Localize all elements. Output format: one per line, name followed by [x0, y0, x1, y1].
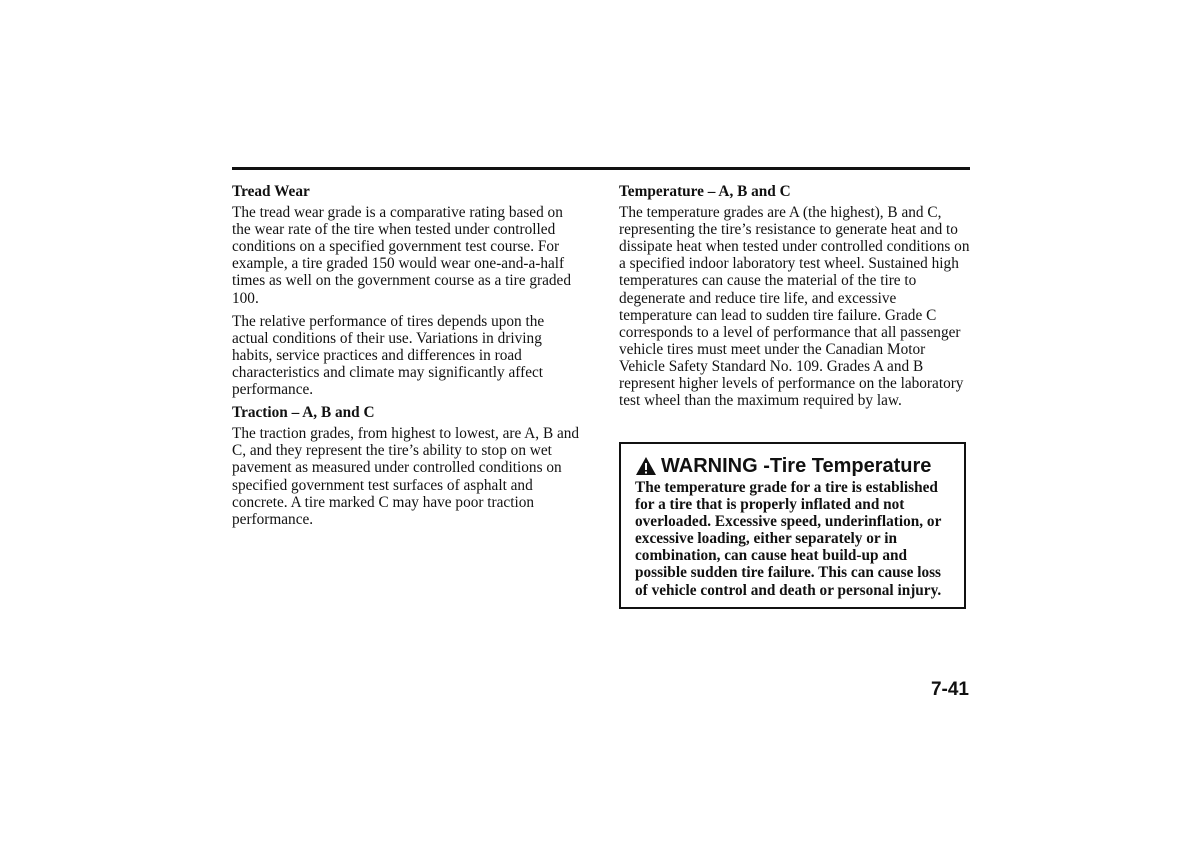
warning-box: [619, 442, 966, 609]
temperature-heading: Temperature – A, B and C: [619, 183, 791, 200]
tread-wear-paragraph-2: The relative performance of tires depends upon the actual conditions of their use. Variations in driving habits, service practices and differences in road characteristics and climate may significantly affect performance.: [232, 312, 545, 399]
warning-title-row: [635, 455, 954, 477]
warning-triangle-icon: [635, 456, 657, 476]
left-column: [232, 183, 584, 534]
warning-text: The temperature grade for a tire is established for a tire that is properly inflated and not overloaded. Excessive speed, underinflation, or excessive loading, either separately or in combination, can cause heat build-up and possible sudden tire failure. This can cause loss of vehicle control and death or personal injury.: [635, 479, 942, 599]
top-rule-divider: [232, 167, 970, 170]
tread-wear-heading: Tread Wear: [232, 183, 310, 200]
traction-heading: Traction – A, B and C: [232, 404, 375, 422]
warning-title: WARNING -Tire Temperature: [661, 455, 932, 477]
page-number: 7-41: [930, 679, 969, 700]
right-column: [619, 183, 971, 415]
tread-wear-paragraph-1: The tread wear grade is a comparative rating based on the wear rate of the tire when tested under controlled conditions on a specified government test course. For example, a tire graded 150 would wear one-and-a-half times as well on the government course as a tire graded 100.: [232, 204, 571, 307]
temperature-paragraph: The temperature grades are A (the highest), B and C, representing the tire’s resistance to generate heat and to dissipate heat when tested under controlled conditions on a specified indoor laboratory test wheel. Sustained high temperatures can cause the material of the tire to degenerate and reduce tire life, and excessive temperature can lead to sudden tire failure. Grade C corresponds to a level of performance that all passenger vehicle tires must meet under the Canadian Motor Vehicle Safety Standard No. 109. Grades A and B represent higher levels of performance on the laboratory test wheel than the maximum required by law.: [619, 204, 970, 410]
traction-paragraph: The traction grades, from highest to lowest, are A, B and C, and they represent the tire’s ability to stop on wet pavement as measured under controlled conditions on specified government test surfaces of asphalt and concrete. A tire marked C may have poor traction performance.: [232, 425, 580, 528]
